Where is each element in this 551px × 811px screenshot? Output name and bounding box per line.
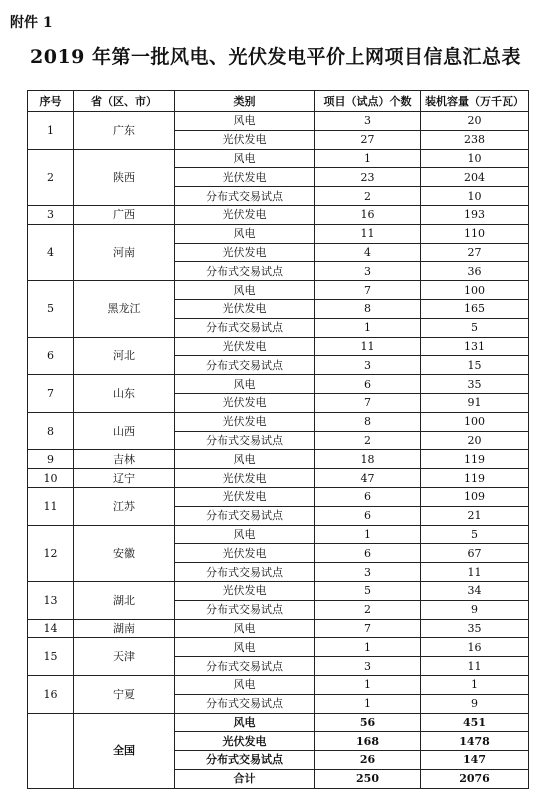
capacity-cell: 21 [421,506,529,525]
capacity-cell: 2076 [421,769,529,788]
capacity-cell: 109 [421,487,529,506]
attachment-label: 附件 1 [10,15,53,31]
capacity-cell: 119 [421,469,529,488]
project-count-cell: 2 [315,187,421,206]
project-count-cell: 2 [315,431,421,450]
province-cell: 山东 [74,375,175,413]
capacity-cell: 10 [421,187,529,206]
category-cell: 光伏发电 [175,581,315,600]
row-number-cell: 7 [28,375,74,413]
province-cell: 河北 [74,337,175,375]
capacity-cell: 10 [421,149,529,168]
project-count-cell: 168 [315,732,421,751]
row-number-cell: 11 [28,487,74,525]
category-cell: 光伏发电 [175,732,315,751]
category-cell: 光伏发电 [175,299,315,318]
table-row [28,619,529,638]
category-cell: 分布式交易试点 [175,506,315,525]
province-cell: 广西 [74,205,175,224]
capacity-cell: 9 [421,694,529,713]
row-number-cell: 8 [28,412,74,450]
header-cell: 省（区、市） [74,91,175,112]
project-count-cell: 16 [315,205,421,224]
project-count-cell: 26 [315,751,421,770]
row-number-cell: 16 [28,675,74,713]
table-row [28,450,529,469]
capacity-cell: 20 [421,112,529,131]
category-cell: 风电 [175,450,315,469]
project-count-cell: 5 [315,581,421,600]
capacity-cell: 35 [421,619,529,638]
row-number-cell [28,713,74,788]
table-row [28,487,529,506]
capacity-cell: 67 [421,544,529,563]
project-count-cell: 6 [315,487,421,506]
capacity-cell: 5 [421,318,529,337]
project-count-cell: 3 [315,563,421,582]
project-count-cell: 7 [315,281,421,300]
project-count-cell: 1 [315,149,421,168]
capacity-cell: 238 [421,130,529,149]
category-cell: 分布式交易试点 [175,356,315,375]
category-cell: 光伏发电 [175,243,315,262]
project-count-cell: 4 [315,243,421,262]
row-number-cell: 12 [28,525,74,581]
category-cell: 分布式交易试点 [175,751,315,770]
capacity-cell: 193 [421,205,529,224]
table-row [28,412,529,431]
category-cell: 光伏发电 [175,412,315,431]
province-cell: 宁夏 [74,675,175,713]
project-count-cell: 6 [315,375,421,394]
table-row [28,337,529,356]
summary-table [27,90,529,789]
category-cell: 风电 [175,375,315,394]
capacity-cell: 11 [421,657,529,676]
category-cell: 风电 [175,224,315,243]
category-cell: 光伏发电 [175,487,315,506]
project-count-cell: 8 [315,299,421,318]
province-cell: 陕西 [74,149,175,205]
project-count-cell: 1 [315,525,421,544]
table-row [28,149,529,168]
capacity-cell: 16 [421,638,529,657]
table-row [28,224,529,243]
project-count-cell: 11 [315,224,421,243]
header-cell: 项目（试点）个数 [315,91,421,112]
category-cell: 风电 [175,619,315,638]
table-row [28,638,529,657]
province-cell: 湖北 [74,581,175,619]
row-number-cell: 10 [28,469,74,488]
project-count-cell: 11 [315,337,421,356]
table-row [28,525,529,544]
header-cell: 装机容量（万千瓦） [421,91,529,112]
project-count-cell: 1 [315,694,421,713]
project-count-cell: 47 [315,469,421,488]
category-cell: 风电 [175,281,315,300]
project-count-cell: 23 [315,168,421,187]
category-cell: 风电 [175,638,315,657]
project-count-cell: 3 [315,356,421,375]
project-count-cell: 6 [315,544,421,563]
row-number-cell: 1 [28,112,74,150]
category-cell: 合计 [175,769,315,788]
project-count-cell: 1 [315,675,421,694]
category-cell: 分布式交易试点 [175,657,315,676]
project-count-cell: 8 [315,412,421,431]
capacity-cell: 91 [421,393,529,412]
capacity-cell: 27 [421,243,529,262]
row-number-cell: 3 [28,205,74,224]
national-label-cell: 全国 [74,713,175,788]
category-cell: 风电 [175,149,315,168]
province-cell: 天津 [74,638,175,676]
header-row [28,91,529,112]
province-cell: 黑龙江 [74,281,175,337]
row-number-cell: 2 [28,149,74,205]
category-cell: 光伏发电 [175,393,315,412]
capacity-cell: 1 [421,675,529,694]
capacity-cell: 15 [421,356,529,375]
category-cell: 风电 [175,713,315,732]
table-row [28,581,529,600]
capacity-cell: 119 [421,450,529,469]
province-cell: 湖南 [74,619,175,638]
category-cell: 光伏发电 [175,544,315,563]
header-cell: 序号 [28,91,74,112]
capacity-cell: 9 [421,600,529,619]
category-cell: 光伏发电 [175,168,315,187]
category-cell: 分布式交易试点 [175,694,315,713]
category-cell: 风电 [175,525,315,544]
document-title: 2019 年第一批风电、光伏发电平价上网项目信息汇总表 [30,46,521,68]
table-row [28,112,529,131]
category-cell: 光伏发电 [175,130,315,149]
capacity-cell: 20 [421,431,529,450]
total-row [28,713,529,732]
capacity-cell: 165 [421,299,529,318]
category-cell: 光伏发电 [175,469,315,488]
capacity-cell: 34 [421,581,529,600]
project-count-cell: 1 [315,638,421,657]
project-count-cell: 1 [315,318,421,337]
category-cell: 分布式交易试点 [175,431,315,450]
province-cell: 广东 [74,112,175,150]
category-cell: 光伏发电 [175,205,315,224]
header-cell: 类别 [175,91,315,112]
capacity-cell: 36 [421,262,529,281]
capacity-cell: 100 [421,281,529,300]
row-number-cell: 9 [28,450,74,469]
capacity-cell: 204 [421,168,529,187]
table-row [28,205,529,224]
capacity-cell: 147 [421,751,529,770]
province-cell: 江苏 [74,487,175,525]
project-count-cell: 18 [315,450,421,469]
capacity-cell: 1478 [421,732,529,751]
row-number-cell: 13 [28,581,74,619]
project-count-cell: 6 [315,506,421,525]
category-cell: 分布式交易试点 [175,187,315,206]
project-count-cell: 27 [315,130,421,149]
capacity-cell: 35 [421,375,529,394]
row-number-cell: 6 [28,337,74,375]
capacity-cell: 131 [421,337,529,356]
province-rows [28,112,529,714]
project-count-cell: 2 [315,600,421,619]
category-cell: 分布式交易试点 [175,600,315,619]
category-cell: 分布式交易试点 [175,318,315,337]
capacity-cell: 11 [421,563,529,582]
province-cell: 辽宁 [74,469,175,488]
capacity-cell: 451 [421,713,529,732]
category-cell: 风电 [175,112,315,131]
project-count-cell: 7 [315,619,421,638]
project-count-cell: 3 [315,657,421,676]
capacity-cell: 5 [421,525,529,544]
project-count-cell: 3 [315,262,421,281]
row-number-cell: 5 [28,281,74,337]
row-number-cell: 14 [28,619,74,638]
project-count-cell: 7 [315,393,421,412]
table-row [28,375,529,394]
category-cell: 分布式交易试点 [175,262,315,281]
table-row [28,281,529,300]
table-row [28,675,529,694]
capacity-cell: 110 [421,224,529,243]
row-number-cell: 4 [28,224,74,280]
category-cell: 分布式交易试点 [175,563,315,582]
project-count-cell: 56 [315,713,421,732]
province-cell: 吉林 [74,450,175,469]
capacity-cell: 100 [421,412,529,431]
category-cell: 光伏发电 [175,337,315,356]
province-cell: 河南 [74,224,175,280]
national-total-rows [28,713,529,788]
province-cell: 山西 [74,412,175,450]
category-cell: 风电 [175,675,315,694]
project-count-cell: 250 [315,769,421,788]
table-row [28,469,529,488]
row-number-cell: 15 [28,638,74,676]
project-count-cell: 3 [315,112,421,131]
province-cell: 安徽 [74,525,175,581]
